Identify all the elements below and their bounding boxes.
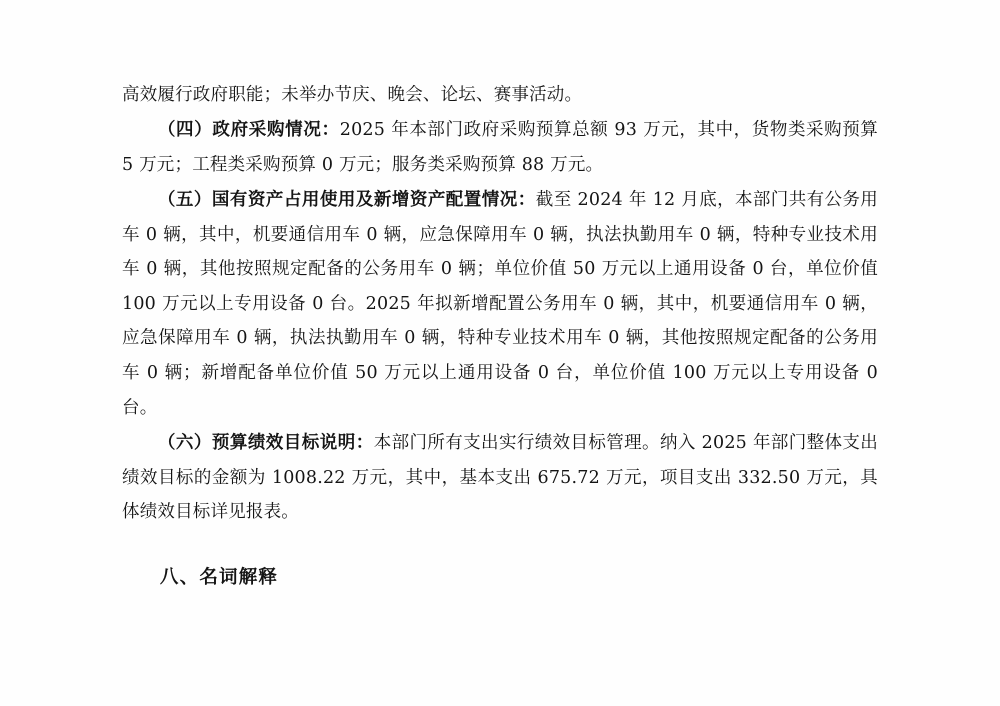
paragraph-text: 2025 年本部门政府采购预算总额 93 万元，其中，货物类采购预算 5 万元；工程类采购预算 0 万元；服务类采购预算 88 万元。 <box>122 120 878 175</box>
paragraph-text: 高效履行政府职能；未举办节庆、晚会、论坛、赛事活动。 <box>122 85 583 105</box>
paragraph-lead-label: （四）政府采购情况： <box>157 120 340 141</box>
paragraph-state-assets <box>122 183 878 425</box>
paragraph-government-procurement <box>122 113 878 182</box>
paragraph-lead-label: （五）国有资产占用使用及新增资产配置情况： <box>157 189 536 210</box>
paragraph-budget-performance <box>122 426 878 530</box>
document-body <box>122 78 878 595</box>
paragraph-text: 截至 2024 年 12 月底，本部门共有公务用车 0 辆，其中，机要通信用车 0 辆，应急保障用车 0 辆，执法执勤用车 0 辆，特种专业技术用车 0 辆，其他按照规定配备的公务用车 0 辆；单位价值 50 万元以上通用设备 0 台，单位价值 100 万元以上专用设备 0 台。2025 年拟新增配置公务用车 0 辆，其中，机要通信用车 0 辆，应急保障用车 0 辆，执法执勤用车 0 辆，特种专业技术用车 0 辆，其他按照规定配备的公务用车 0 辆；新增配备单位价值 50 万元以上通用设备 0 台，单位价值 100 万元以上专用设备 0 台。 <box>122 189 878 418</box>
paragraph-lead-label: （六）预算绩效目标说明： <box>157 432 374 453</box>
section-heading-terminology: 八、名词解释 <box>159 566 279 588</box>
paragraph-continuation <box>122 78 878 113</box>
paragraph-text: 本部门所有支出实行绩效目标管理。纳入 2025 年部门整体支出绩效目标的金额为 1008.22 万元，其中，基本支出 675.72 万元，项目支出 332.50 万元，具体绩效目标详见报表。 <box>122 432 878 523</box>
